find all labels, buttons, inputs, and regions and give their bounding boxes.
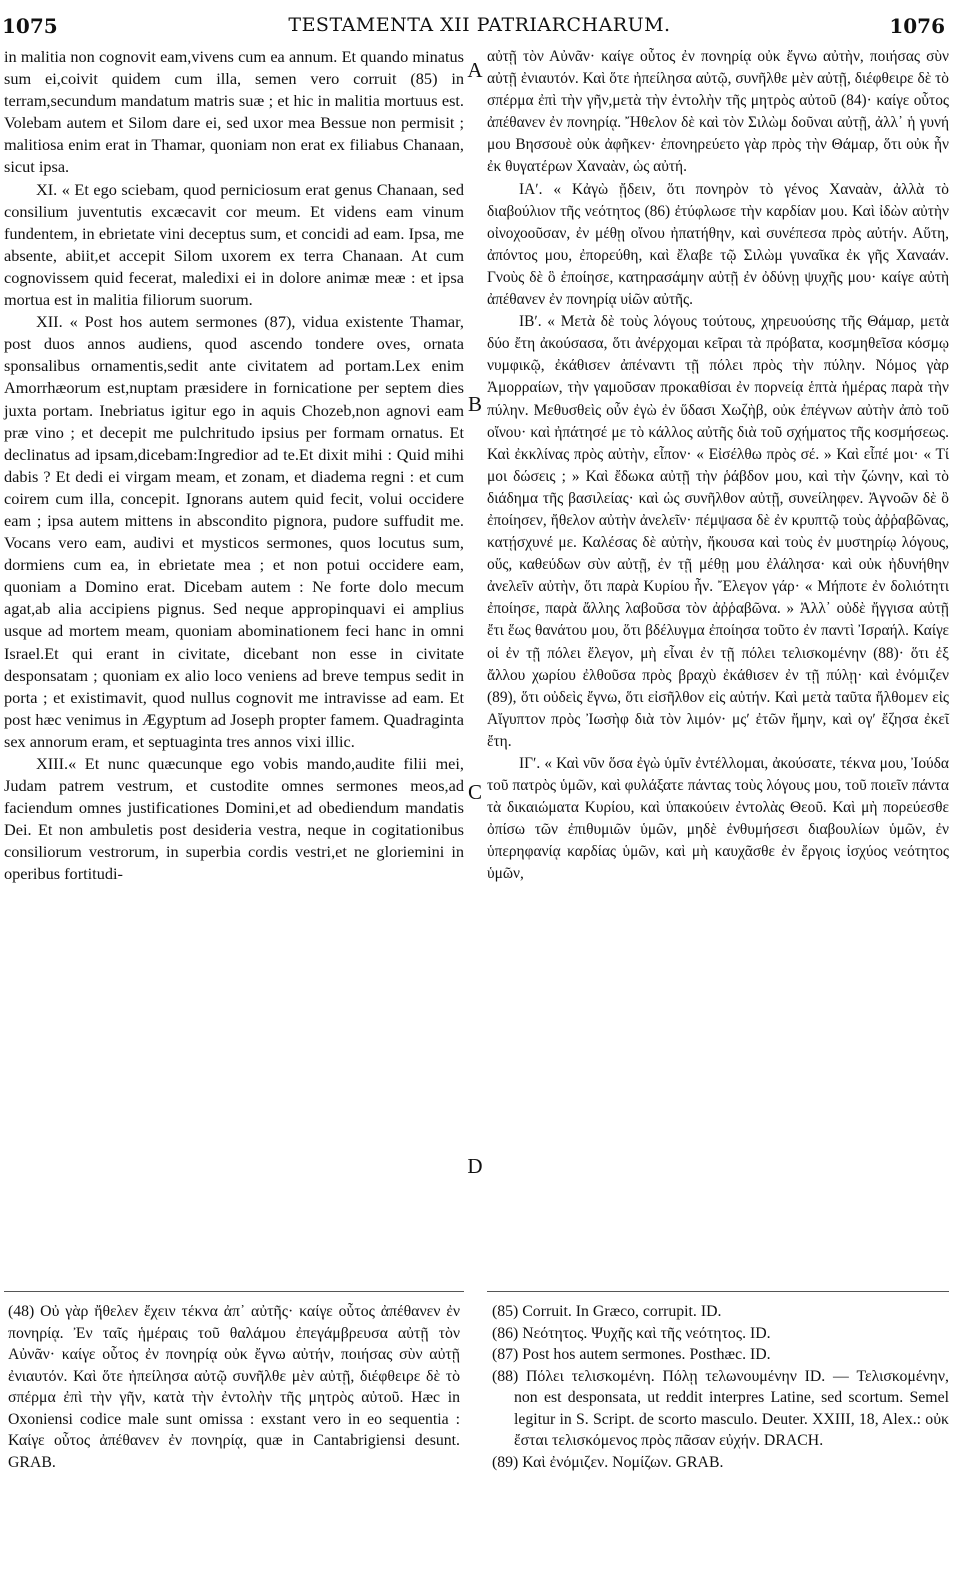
greek-paragraph: ΙΑʹ. « Κἀγὼ ᾔδειν, ὅτι πονηρὸν τὸ γένος Χαναὰν, ἀλλὰ τὸ διαβούλιον τῆς νεότητος (86) ἐτύφλωσε τὴν καρδίαν μου. Καὶ ἰδὼν αὐτὴν οἰνοχοοῦσαν, ἐν μέθῃ οἴνου ἠπατήθην, καὶ συνέπεσα πρὸς αὐτήν. Αὕτη, ἀπόντος μου, ἐπορεύθη, καὶ ἔλαβε τῷ Σιλὼμ γυναῖκα ἐκ γῆς Χαναάν. Γνοὺς δὲ ὃ ἐποίησε, κατηρασάμην αὐτῇ ἐν ὀδύνῃ ψυχῆς μου· καίγε αὐτὴ ἀπέθανεν ἐν πονηρίᾳ υἱῶν αὐτῆς. [487, 180, 949, 309]
footnote: (89) Καὶ ἐνόμιζεν. Νομίζων. GRAB. [492, 1453, 724, 1471]
latin-column [4, 46, 464, 886]
footnote: (87) Post hos autem sermones. Posthæc. ID. [492, 1346, 771, 1363]
footnote: (88) Πόλει τελισκομένη. Πόλῃ τελωνουμένην ID. — Τελισκομένην, non est desponsata, ut reddit interpres Latine, sed scortum. Semel legitur in S. Script. de scorto masculo. Deuter. XXIII, 18, Alex.: οὐκ ἔσται τελισκόμενος πρὸς πᾶσαν εὐχήν. DRACH. [492, 1367, 949, 1449]
greek-paragraph: ΙΓʹ. « Καὶ νῦν ὅσα ἐγὼ ὑμῖν ἐντέλλομαι, ἀκούσατε, τέκνα μου, Ἰούδα τοῦ πατρὸς ὑμῶν, καὶ φυλάξατε πάντας τοὺς λόγους μου, τοῦ ποιεῖν πάντα τὰ δικαιώματα Κυρίου, καὶ ὑπακούειν ἐντολὰς Θεοῦ. Καὶ μὴ πορεύεσθε ὀπίσω τῶν ἐπιθυμιῶν ὑμῶν, μηδὲ ἐνθυμήσεσι διαβουλίων ὑμῶν, ἐν ὑπερηφανίᾳ καρδίας ὑμῶν, καὶ μὴ καυχᾶσθε ἐν ἔργοις ἰσχύος νεότητος ὑμῶν, [487, 755, 949, 883]
page-number-right: 1076 [889, 14, 945, 38]
footnote: (48) Οὐ γὰρ ἤθελεν ἔχειν τέκνα ἀπ᾽ αὐτῆς· καίγε οὗτος ἀπέθανεν ἐν πονηρίᾳ. Ἐν ταῖς ἡμέραις τοῦ θαλάμου ἐπεγάμβρευσα αὐτῇ τὸν Αὐνᾶν· καίγε οὗτος ἐν πονηρίᾳ οὐκ ἔγνω αὐτήν, ποιήσας σὺν αὐτῇ ἐνιαυτόν. Καὶ ὅτε ἠπείλησα αὐτῷ συνῆλθε μὲν αὐτῇ, διέφθειρε δὲ τὸ σπέρμα ἐπὶ τὴν γῆν, κατὰ τὴν ἐντολὴν τῆς μητρὸς αὐτοῦ. Hæc in Oxoniensi codice male sunt omissa : exstant vero in eo sequentia : Καίγε οὗτος ἀπέθανεν ἐν πονηρίᾳ, quæ in Cantabrigiensi desunt. GRAB. [8, 1303, 460, 1471]
latin-paragraph: XII. « Post hos autem sermones (87), vidua existente Thamar, post duos annos audiens, quod ascendo tondere oves, ornata sponsalibus ornamentis,sedit ante civitatem ad portam.Lex enim Amorrhæorum est,nuptam præsidere in fornicatione per septem dies juxta portam. Inebriatus igitur ego in aquis Chozeb,non agnovi eam præ vino ; et decepit me pulchritudo ipsius per formam ornatus. Et declinatus ad ipsam,dicebam:Ingredior ad te.Et dixit mihi : Quid mihi dabis ? Et dedi ei virgam meam, et zonam, et diadema regni : et cum coirem cum illa, concepit. Ignorans autem quid fecit, volui occidere eam ; ipsa autem mittens in abscondito pignora, pudore suffudit me. Vocans vero eam, audivi et mysticos sermones, quos locutus sum, dormiens cum ea, in ebrietate mea ; et non potui occidere eam, quoniam a Domino erat. Dicebam autem : Ne forte dolo mecum agat,ab alia accipiens pignus. Sed neque appropinquavi ei amplius usque ad mortem meam, quoniam abominationem feci hanc in omni Israel.Et qui erant in civitate, dicebant non esse in civitate desponsatam ; quoniam ex alio loco veniens ad breve tempus sedit in porta ; et existimavit, quod nullus cognovit me intravisse ad eam. Et post hæc venimus in Ægyptum ad Joseph propter famem. Quadraginta sex annorum eram, et septuaginta tres annos vixi illic. [4, 312, 464, 751]
footnote: (85) Corruit. In Græco, corrupit. ID. [492, 1303, 722, 1320]
latin-paragraph: XIII.« Et nunc quæcunque ego vobis mando,audite filii mei, Judam patrem vestrum, et custodite omnes sermones meos,ad faciendum omnes justificationes Domini,et ad obediendum mandatis Dei. Et non ambuletis post desideria vestra, neque in cogitationibus consiliorum vestrorum, in superbia cordis vestri,et ne gloriemini in operibus fortitudi- [4, 754, 464, 884]
greek-paragraph: ΙΒʹ. « Μετὰ δὲ τοὺς λόγους τούτους, χηρευούσης τῆς Θάμαρ, μετὰ δύο ἔτη ἀκούσασα, ὅτι ἀνέρχομαι κεῖραι τὰ πρόβατα, κοσμηθεῖσα κόσμῳ νυμφικῷ, ἐκάθισεν ἀπέναντι τῇ πόλει πρὸς τὴν πύλην. Νόμος γὰρ Ἀμορραίων, τὴν γαμοῦσαν προκαθίσαι ἐν πορνείᾳ ἑπτὰ ἡμέρας παρὰ τὴν πύλην. Μεθυσθεὶς οὖν ἐγὼ ἐν ὕδασι Χωζὴβ, οὐκ ἐπέγνων αὐτὴν ἀπὸ τοῦ οἴνου· καὶ ἠπάτησέ με τὸ κάλλος αὐτῆς διὰ τοῦ σχήματος τῆς κοσμήσεως. Καὶ ἐκκλίνας πρὸς αὐτὴν, εἶπον· « Εἰσέλθω πρὸς σέ. » Καὶ εἶπέ μοι· « Τί μοι δώσεις ; » Καὶ ἔδωκα αὐτῇ τὴν ῥάβδον μου, καὶ τὴν ζώνην, καὶ τὸ διάδημα τῆς βασιλείας· καὶ ὡς συνῆλθον αὐτῇ, συνείληφεν. Ἀγνοῶν δὲ ὃ ἐποίησεν, ἤθελον αὐτὴν ἀνελεῖν· πέμψασα δὲ ἐν κρυπτῷ τοὺς ἀῤῥαβῶνας, κατῄσχυνέ με. Καλέσας δὲ αὐτὴν, ἤκουσα καὶ τοὺς ἐν μυστηρίῳ λόγους, οὕς, καθεύδων σὺν αὐτῇ, ἐν τῇ μέθῃ μου ἐλάλησα· καὶ οὐκ ἠδυνήθην ἀνελεῖν αὐτὴν, ὅτι παρὰ Κυρίου ἦν. Ἔλεγον γάρ· « Μήποτε ἐν δολιότητι ἐποίησε, παρὰ ἄλλης λαβοῦσα τὸν ἀῤῥαβῶνα. » Ἀλλ᾽ οὐδὲ ἤγγισα αὐτῇ ἔτι ἕως θανάτου μου, ὅτι βδέλυγμα ἐποίησα τοῦτο ἐν παντὶ Ἰσραήλ. Καίγε οἱ ἐν τῇ πόλει ἔλεγον, μὴ εἶναι ἐν τῇ πόλει τελισκομένην (88)· ὅτι ἐξ ἄλλου χωρίου ἐλθοῦσα πρὸς βραχὺ ἐκάθισεν ἐν τῇ πύλῃ· καὶ ἐνόμιζεν (89), ὅτι οὐδεὶς ἔγνω, ὅτι εἰσῆλθον εἰς αὐτήν. Καὶ μετὰ ταῦτα ἤλθομεν εἰς Αἴγυπτον πρὸς Ἰωσὴφ διὰ τὸν λιμόν· μςʹ ἐτῶν ἤμην, καὶ ογʹ ἔζησα ἐκεῖ ἔτη. [487, 313, 949, 750]
greek-column [487, 46, 949, 886]
margin-letter-d: D [467, 1154, 483, 1178]
latin-paragraph: in malitia non cognovit eam,vivens cum ea annum. Et quando minatus sum ei,coivit quidem cum illa, semen vero corruit (85) in terram,secundum mandatum matris suæ ; et hic in malitia mortuus est. Volebam autem et Silom dare ei, sed uxor mea Bessue non permisit ; malitiosa enim erat in Thamar, quoniam non erat ex filiabus Chanaan, sicut ipsa. [4, 47, 464, 177]
margin-letter-b: B [467, 392, 482, 416]
margin-letter-c: C [467, 780, 482, 804]
footnote-divider-right [487, 1291, 949, 1292]
running-title: TESTAMENTA XII PATRIARCHARUM. [288, 14, 671, 36]
footnote-divider-left [4, 1291, 464, 1292]
page-number-left: 1075 [2, 14, 58, 38]
greek-paragraph: αὐτῇ τὸν Αὐνᾶν· καίγε οὗτος ἐν πονηρίᾳ οὐκ ἔγνω αὐτὴν, ποιήσας σὺν αὐτῇ ἐνιαυτόν. Καὶ ὅτε ἠπείλησα αὐτῷ, συνῆλθε μὲν αὐτῇ, διέφθειρε δὲ τὸ σπέρμα ἐπὶ τὴν γῆν,μετὰ τὴν ἐντολὴν τῆς μητρὸς αὐτοῦ (84)· καίγε οὗτος ἀπέθανεν ἐν πονηρίᾳ. Ἤθελον δὲ καὶ τὸν Σιλὼμ δοῦναι αὐτῇ, ἀλλ᾽ ἡ γυνή μου Βησσουὲ οὐκ ἀφῆκεν· ἐπονηρεύετο γὰρ πρὸς τὴν Θάμαρ, ὅτι οὐκ ἦν ἐκ θυγατέρων Χαναὰν, ὡς αὐτή. [487, 48, 949, 176]
footnotes-right [492, 1301, 949, 1473]
footnotes-left [8, 1301, 460, 1473]
page-header [0, 8, 959, 42]
margin-letter-a: A [467, 58, 483, 82]
footnote: (86) Νεότητος. Ψυχῆς καὶ τῆς νεότητος. ID. [492, 1324, 771, 1342]
latin-paragraph: XI. « Et ego sciebam, quod perniciosum erat genus Chanaan, sed consilium juventutis excæcavit cor meum. Et videns eam vinum fundentem, in ebrietate vini deceptus sum, et concidi ad eam. Ipsa, me absente, abiit,et accepit Silom uxorem ex terra Chanaan. At cum cognovissem quid fecerat, maledixi ei in dolore animæ meæ : et ipsa mortua est in malitia filiorum suorum. [4, 179, 464, 310]
